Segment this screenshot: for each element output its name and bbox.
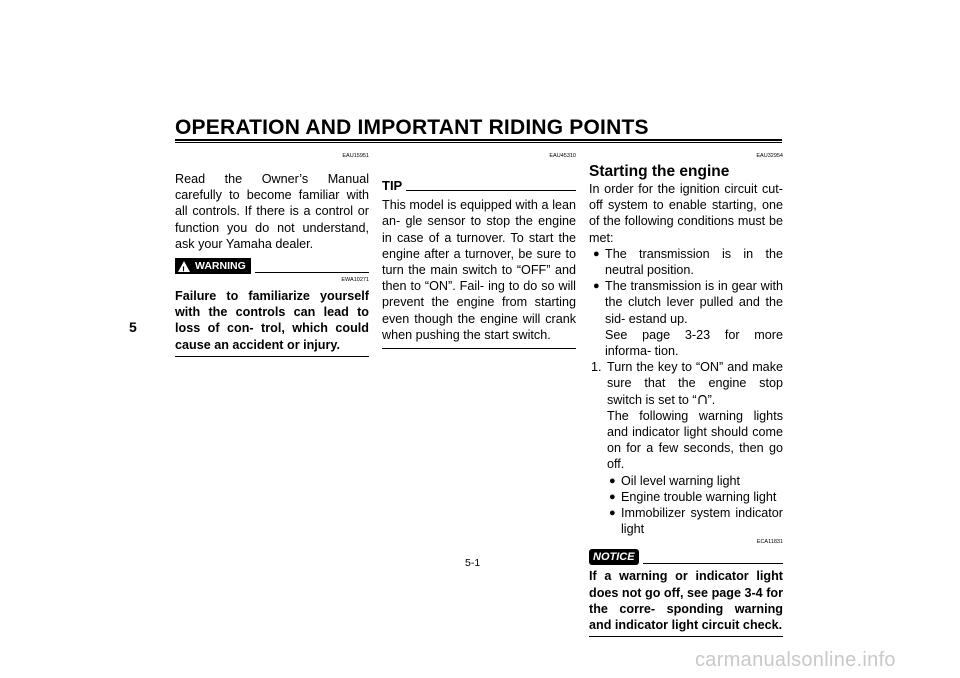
title-rule-thin bbox=[175, 142, 782, 143]
reference-code: EWA10271 bbox=[341, 277, 369, 284]
tip-label: TIP bbox=[382, 178, 403, 193]
warning-badge bbox=[175, 258, 251, 274]
reference-code: EAU32954 bbox=[756, 153, 783, 159]
warning-triangle-icon: ! bbox=[178, 261, 190, 272]
bullet-icon: ● bbox=[593, 280, 600, 293]
page-title: OPERATION AND IMPORTANT RIDING POINTS bbox=[175, 116, 649, 139]
step-number: 1. bbox=[591, 360, 602, 375]
bullet-icon: ● bbox=[593, 247, 600, 260]
engine-start-symbol-icon bbox=[697, 395, 708, 405]
list-item: See page 3-23 for more informa- tion. bbox=[605, 327, 783, 359]
column-tip bbox=[382, 152, 576, 349]
bullet-icon: ● bbox=[609, 507, 616, 520]
tip-end-rule bbox=[382, 348, 576, 349]
step-1-detail: The following warning lights and indicator light should come on for a few seconds, then go off. bbox=[607, 408, 783, 472]
page-number: 5-1 bbox=[465, 557, 481, 569]
tip-text: This model is equipped with a lean an- gle sensor to stop the engine in case of a turnover. To start the engine after a turnover, be sure to turn the main switch to “OFF” and then to “ON”. Fail- ing to do so will prevent the engine from starting even though the engine will crank when pushing the start switch. bbox=[382, 198, 576, 342]
list-item: ● Oil level warning light bbox=[609, 473, 740, 488]
reference-code: ECA11831 bbox=[756, 539, 783, 546]
warning-end-rule bbox=[175, 356, 369, 357]
intro-paragraph: Read the Owner’s Manual carefully to become familiar with all controls. If there is a control or function you do not understand, ask your Yamaha dealer. bbox=[175, 172, 369, 251]
warning-label: WARNING bbox=[195, 259, 246, 272]
bullet-icon: ● bbox=[609, 474, 616, 487]
reference-code: EAU15951 bbox=[342, 153, 369, 159]
list-item: ● The transmission is in the neutral position. bbox=[589, 246, 783, 278]
warning-text: Failure to familiarize yourself with the controls can lead to loss of con- trol, which could cause an accident or injury. bbox=[175, 289, 369, 352]
notice-rule bbox=[643, 563, 783, 564]
watermark: carmanualsonline.info bbox=[695, 649, 896, 671]
tip-header bbox=[382, 178, 576, 194]
reference-code: EAU45310 bbox=[549, 153, 576, 159]
list-item: ● Immobilizer system indicator light bbox=[609, 506, 783, 537]
tip-rule bbox=[406, 190, 576, 191]
column-starting-engine bbox=[589, 152, 783, 637]
list-item: ● Engine trouble warning light bbox=[609, 489, 777, 504]
warning-header bbox=[175, 258, 369, 274]
notice-text: If a warning or indicator light does not go off, see page 3-4 for the corre- sponding warning and indicator light circuit check. bbox=[589, 569, 783, 633]
notice-end-rule bbox=[589, 636, 783, 637]
warning-rule bbox=[255, 272, 369, 273]
notice-badge: NOTICE bbox=[589, 549, 639, 565]
list-item: ● The transmission is in gear with the clutch lever pulled and the sid- estand up. bbox=[589, 278, 783, 327]
conditions-intro: In order for the ignition circuit cut-off system to enable starting, one of the following conditions must be met: bbox=[589, 182, 783, 245]
step-1: 1. Turn the key to “ON” and make sure that the engine stop switch is set to “ ”. bbox=[591, 360, 783, 407]
title-rule bbox=[175, 139, 782, 141]
section-tab: 5 bbox=[129, 319, 137, 335]
notice-header bbox=[589, 548, 783, 565]
bullet-icon: ● bbox=[609, 490, 616, 503]
section-heading: Starting the engine bbox=[589, 163, 730, 180]
column-intro bbox=[175, 152, 369, 357]
